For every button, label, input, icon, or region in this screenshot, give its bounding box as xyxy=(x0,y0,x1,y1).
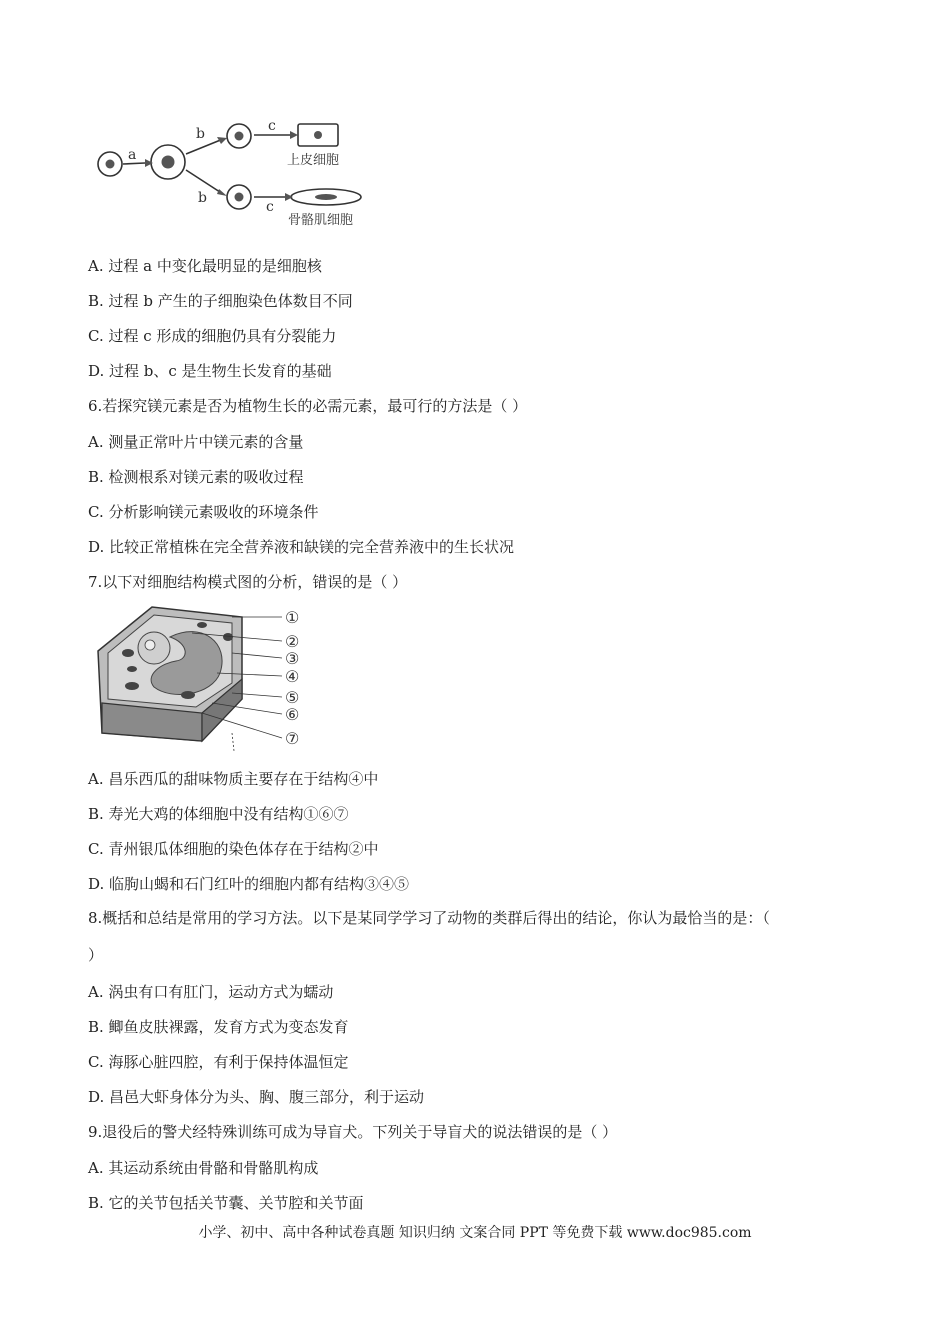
q6-option-d: D. 比较正常植株在完全营养液和缺镁的完全营养液中的生长状况 xyxy=(88,538,515,556)
q6-option-a: A. 测量正常叶片中镁元素的含量 xyxy=(88,433,304,451)
structure-label-3: ③ xyxy=(285,649,300,668)
q6-option-c: C. 分析影响镁元素吸收的环境条件 xyxy=(88,503,319,521)
label-b-top: b xyxy=(196,126,205,142)
q8-option-c: C. 海豚心脏四腔，有利于保持体温恒定 xyxy=(88,1053,349,1071)
q5-option-c: C. 过程 c 形成的细胞仍具有分裂能力 xyxy=(88,327,337,345)
label-b-bottom: b xyxy=(198,190,207,206)
q7-option-d: D. 临朐山蝎和石门红叶的细胞内都有结构③④⑤ xyxy=(88,875,410,893)
caption-skeletal-muscle: 骨骼肌细胞 xyxy=(288,213,354,228)
q9-stem: 9.退役后的警犬经特殊训练可成为导盲犬。下列关于导盲犬的说法错误的是（ ） xyxy=(88,1123,618,1141)
label-c-bottom: c xyxy=(266,199,274,215)
cell-differentiation-figure xyxy=(90,112,390,232)
q6-stem: 6.若探究镁元素是否为植物生长的必需元素，最可行的方法是（ ） xyxy=(88,397,528,415)
q7-stem: 7.以下对细胞结构模式图的分析，错误的是（ ） xyxy=(88,573,408,591)
plant-cell-figure xyxy=(92,603,322,753)
q6-option-b: B. 检测根系对镁元素的吸收过程 xyxy=(88,468,304,486)
q7-option-b: B. 寿光大鸡的体细胞中没有结构①⑥⑦ xyxy=(88,805,349,823)
caption-epithelial: 上皮细胞 xyxy=(287,153,340,168)
structure-label-7: ⑦ xyxy=(285,729,300,748)
q8-option-d: D. 昌邑大虾身体分为头、胸、腹三部分，利于运动 xyxy=(88,1088,425,1106)
q5-option-a: A. 过程 a 中变化最明显的是细胞核 xyxy=(88,257,322,275)
label-a: a xyxy=(128,147,137,163)
structure-label-5: ⑤ xyxy=(285,688,300,707)
structure-label-1: ① xyxy=(285,608,300,627)
structure-label-6: ⑥ xyxy=(285,705,300,724)
q5-option-b: B. 过程 b 产生的子细胞染色体数目不同 xyxy=(88,292,353,310)
q8-option-b: B. 鲫鱼皮肤裸露，发育方式为变态发育 xyxy=(88,1018,349,1036)
q9-option-b: B. 它的关节包括关节囊、关节腔和关节面 xyxy=(88,1194,364,1212)
q7-option-c: C. 青州银瓜体细胞的染色体存在于结构②中 xyxy=(88,840,379,858)
structure-label-2: ② xyxy=(285,632,300,651)
page-footer: 小学、初中、高中各种试卷真题 知识归纳 文案合同 PPT 等免费下载 www.doc985.com xyxy=(198,1225,752,1241)
q9-option-a: A. 其运动系统由骨骼和骨骼肌构成 xyxy=(88,1159,319,1177)
q5-option-d: D. 过程 b、c 是生物生长发育的基础 xyxy=(88,362,332,380)
structure-label-4: ④ xyxy=(285,667,300,686)
label-c-top: c xyxy=(268,118,276,134)
q7-option-a: A. 昌乐西瓜的甜味物质主要存在于结构④中 xyxy=(88,770,379,788)
q8-stem-line1: 8.概括和总结是常用的学习方法。以下是某同学学习了动物的类群后得出的结论，你认为最恰当的是：（ xyxy=(88,909,770,927)
q8-option-a: A. 涡虫有口有肛门，运动方式为蠕动 xyxy=(88,983,334,1001)
q8-stem-line2: ） xyxy=(88,946,104,964)
